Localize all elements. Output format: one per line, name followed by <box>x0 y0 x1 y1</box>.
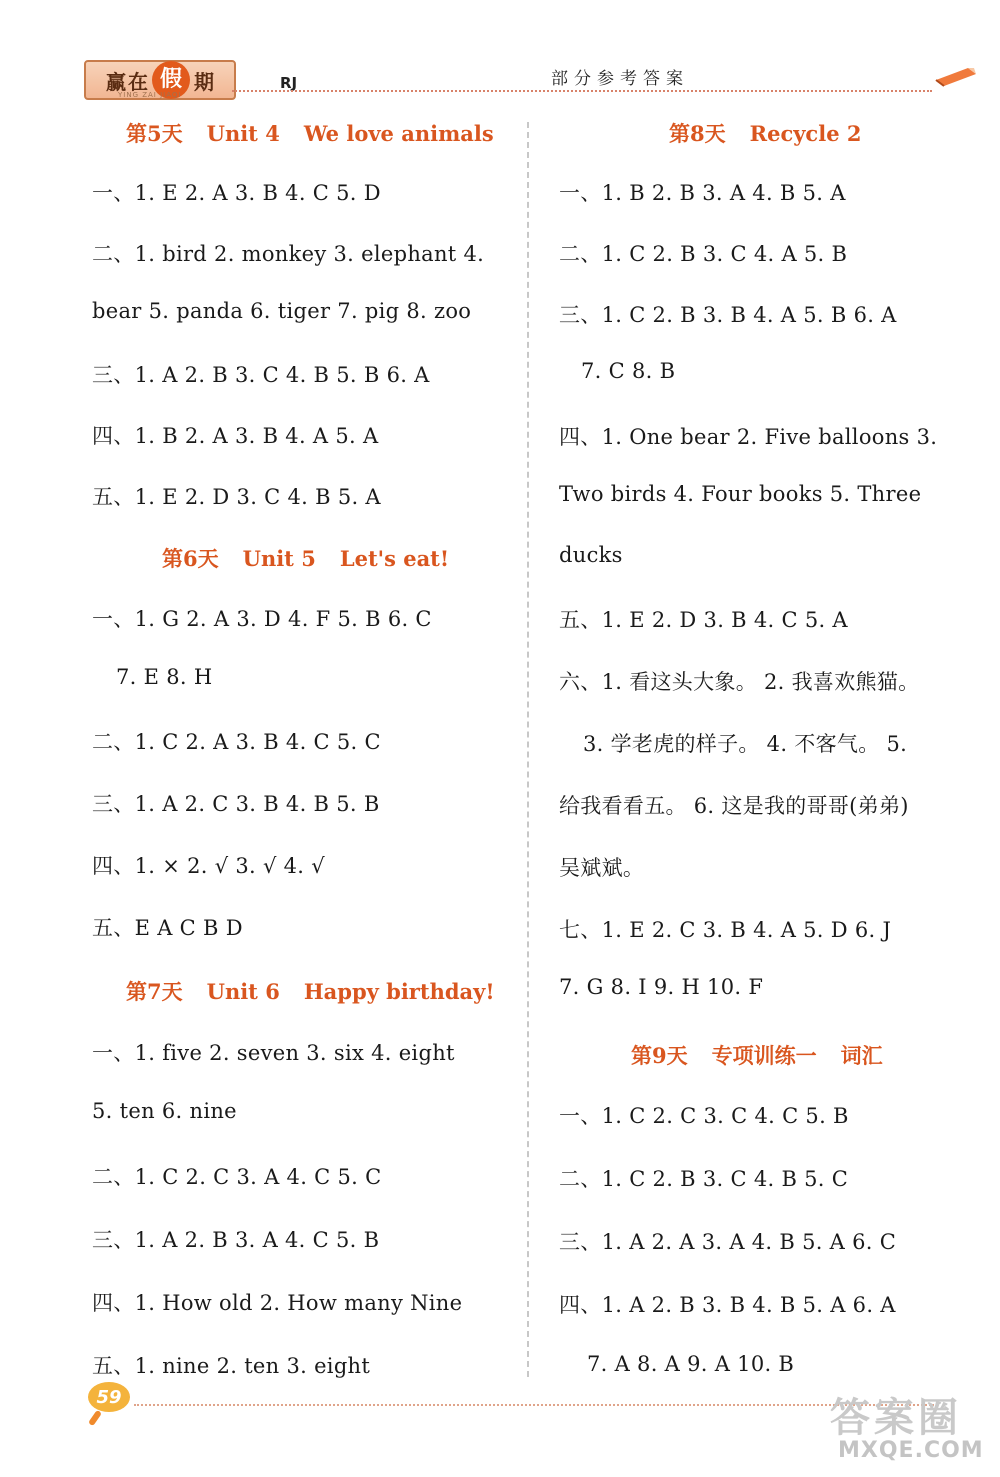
answer-line: 一、1. C 2. C 3. C 4. C 5. B <box>559 1104 849 1128</box>
watermark-url: MXQE.COM <box>838 1438 984 1463</box>
answer-line: 3. 学老虎的样子。 4. 不客气。 5. <box>583 732 908 756</box>
answer-line: 吴斌斌。 <box>559 856 645 880</box>
answer-line: 四、1. × 2. √ 3. √ 4. √ <box>92 854 325 878</box>
answer-line: 二、1. C 2. B 3. C 4. B 5. C <box>559 1167 849 1191</box>
answer-line: 二、1. C 2. B 3. C 4. A 5. B <box>559 242 848 266</box>
answer-line: 四、1. How old 2. How many Nine <box>92 1291 463 1315</box>
section-heading-day7: 第7天 Unit 6 Happy birthday! <box>126 979 495 1004</box>
answer-line: 二、1. bird 2. monkey 3. elephant 4. <box>92 242 485 266</box>
answer-line: 三、1. C 2. B 3. B 4. A 5. B 6. A <box>559 303 897 327</box>
logo-char: 赢 <box>106 69 126 94</box>
watermark-text: 答案圈 <box>830 1395 962 1441</box>
section-heading-day5: 第5天 Unit 4 We love animals <box>126 121 494 146</box>
logo-char: 期 <box>194 69 214 94</box>
answer-line: 六、1. 看这头大象。 2. 我喜欢熊猫。 <box>559 670 920 694</box>
answer-line: 7. C 8. B <box>581 359 676 383</box>
answer-line: 四、1. One bear 2. Five balloons 3. <box>559 425 938 449</box>
answer-line: 四、1. B 2. A 3. B 4. A 5. A <box>92 424 379 448</box>
section-heading-day9: 第9天 专项训练一 词汇 <box>631 1043 883 1068</box>
answer-line: 五、E A C B D <box>92 916 243 940</box>
answer-line: 7. G 8. I 9. H 10. F <box>559 975 764 999</box>
answer-line: 三、1. A 2. B 3. A 4. C 5. B <box>92 1228 380 1252</box>
answer-line: 五、1. E 2. D 3. C 4. B 5. A <box>92 485 381 509</box>
answer-line: 七、1. E 2. C 3. B 4. A 5. D 6. J <box>559 918 892 942</box>
answer-line: 一、1. five 2. seven 3. six 4. eight <box>92 1041 455 1065</box>
answer-line: 三、1. A 2. A 3. A 4. B 5. A 6. C <box>559 1230 897 1254</box>
section-heading-day8: 第8天 Recycle 2 <box>669 121 862 146</box>
answer-line: 二、1. C 2. C 3. A 4. C 5. C <box>92 1165 382 1189</box>
answer-line: 一、1. B 2. B 3. A 4. B 5. A <box>559 181 846 205</box>
logo-char-highlight: 假 <box>152 61 190 99</box>
answer-line: 三、1. A 2. B 3. C 4. B 5. B 6. A <box>92 363 430 387</box>
answer-line: 5. ten 6. nine <box>92 1099 237 1123</box>
page-title: 部分参考答案 <box>551 69 689 89</box>
header-divider <box>232 90 932 92</box>
watermark-logo <box>822 1386 992 1472</box>
answer-line: 一、1. E 2. A 3. B 4. C 5. D <box>92 181 381 205</box>
answer-line: 四、1. A 2. B 3. B 4. B 5. A 6. A <box>559 1293 896 1317</box>
footer-divider <box>134 1404 934 1406</box>
pencil-icon <box>934 66 978 88</box>
answer-line: 7. E 8. H <box>116 665 213 689</box>
edition-badge: RJ <box>280 74 298 92</box>
answer-line: bear 5. panda 6. tiger 7. pig 8. zoo <box>92 299 472 323</box>
column-divider <box>527 122 529 1377</box>
answer-line: 给我看看五。 6. 这是我的哥哥(弟弟) <box>559 794 909 818</box>
answer-line: Two birds 4. Four books 5. Three <box>559 482 922 506</box>
answer-line: 三、1. A 2. C 3. B 4. B 5. B <box>92 792 380 816</box>
answer-line: 一、1. G 2. A 3. D 4. F 5. B 6. C <box>92 607 432 631</box>
section-heading-day6: 第6天 Unit 5 Let's eat! <box>162 546 450 571</box>
answer-line: ducks <box>559 543 623 567</box>
logo-pinyin: YING ZAI JIAQI <box>118 91 182 99</box>
page-number: 59 <box>88 1382 130 1412</box>
logo-char: 在 <box>128 69 148 94</box>
answer-line: 二、1. C 2. A 3. B 4. C 5. C <box>92 730 381 754</box>
answer-line: 五、1. E 2. D 3. B 4. C 5. A <box>559 608 848 632</box>
answer-line: 五、1. nine 2. ten 3. eight <box>92 1354 371 1378</box>
answer-line: 7. A 8. A 9. A 10. B <box>587 1352 795 1376</box>
